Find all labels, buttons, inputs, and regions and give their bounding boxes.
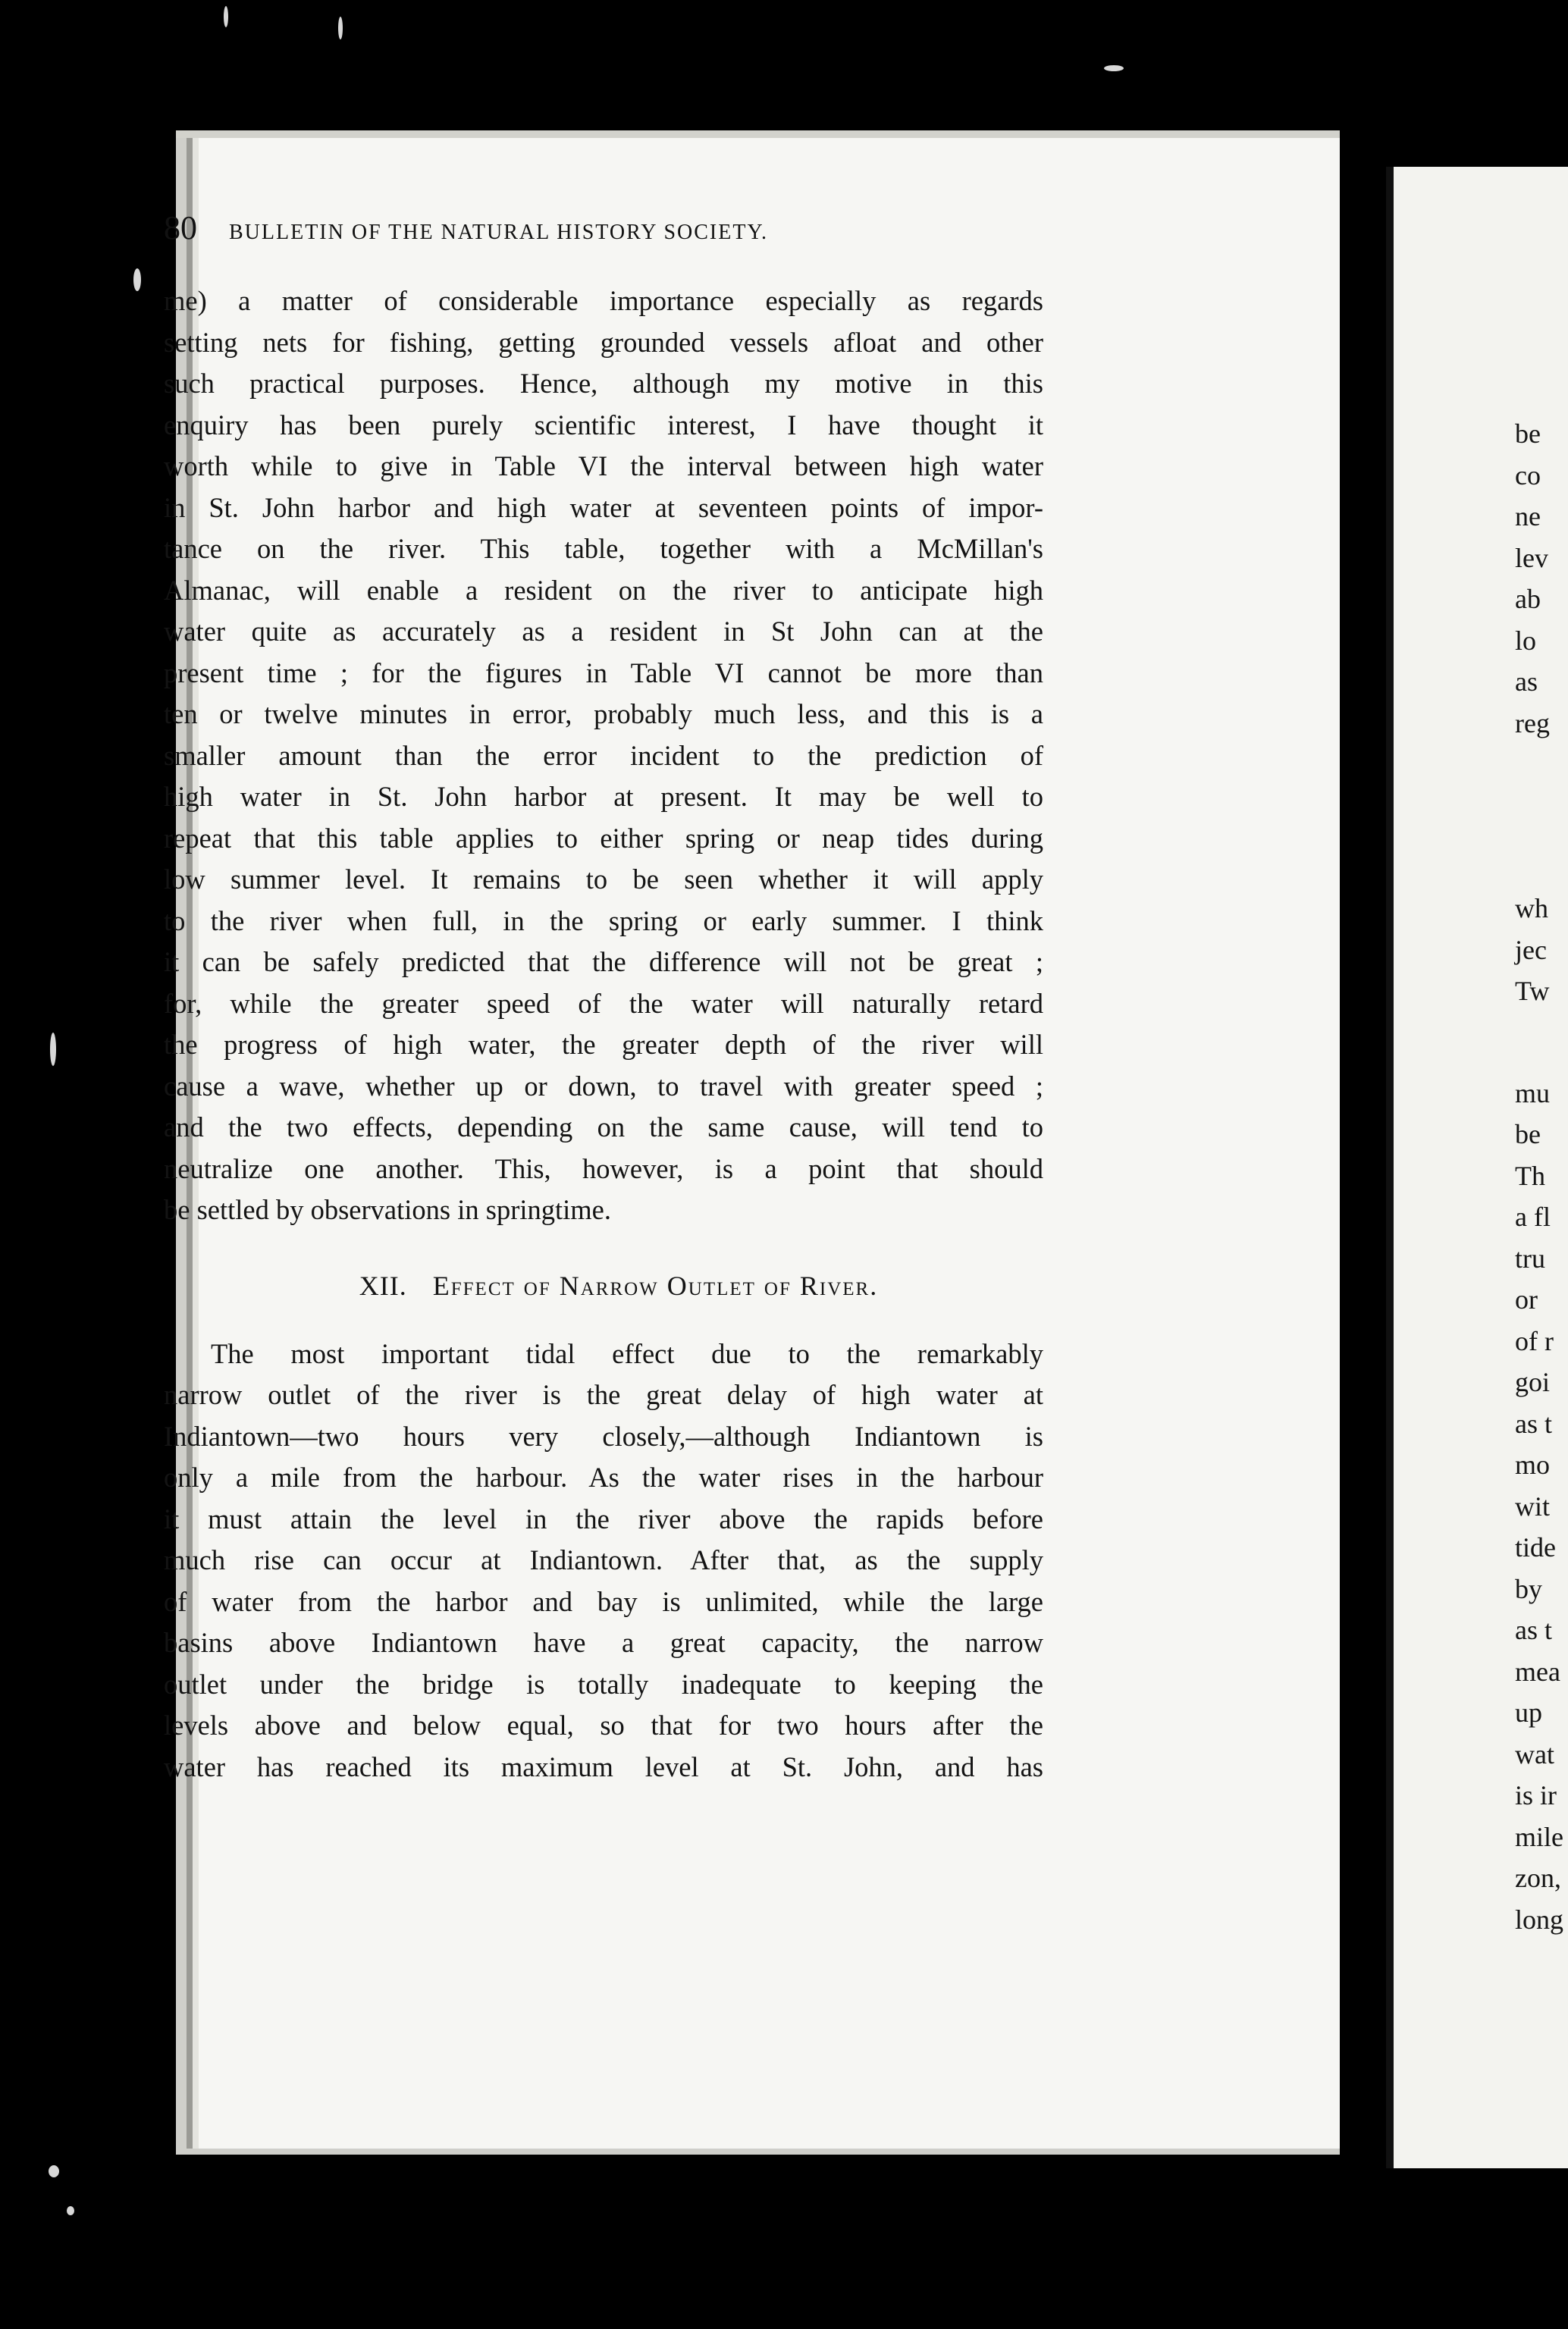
dust-speck — [49, 2165, 59, 2177]
text-line: enquiry has been purely scientific interest, I have thought it — [164, 409, 1043, 440]
text-fragment: mu — [1515, 1077, 1551, 1108]
page-fold — [1386, 167, 1394, 2168]
text-line: only a mile from the harbour. As the water rises in the harbour — [164, 1462, 1043, 1493]
text-line: water quite as accurately as a resident in St John can at the — [164, 616, 1043, 647]
section-number: XII. — [359, 1270, 407, 1301]
text-line: me) a matter of considerable importance especially as regards — [164, 285, 1043, 316]
text-fragment: lo — [1515, 625, 1537, 656]
text-fragment: mile — [1515, 1821, 1563, 1852]
text-line: Indiantown—two hours very closely,—although Indiantown is — [164, 1420, 1043, 1452]
text-fragment: wat — [1515, 1738, 1554, 1769]
dust-speck — [1104, 65, 1124, 71]
text-line: the progress of high water, the greater depth of the river will — [164, 1029, 1043, 1060]
text-line: high water in St. John harbor at present. It may be well to — [164, 781, 1043, 812]
text-line: neutralize one another. This, however, is a point that should — [164, 1152, 1043, 1184]
text-fragment: be — [1515, 418, 1541, 449]
text-fragment: ab — [1515, 584, 1541, 614]
text-fragment: is ir — [1515, 1780, 1557, 1810]
text-fragment: tru — [1515, 1243, 1545, 1274]
page-bottom-border — [176, 2149, 1340, 2155]
text-line: to the river when full, in the spring or early summer. I think — [164, 904, 1043, 936]
text-line: be settled by observations in springtime. — [164, 1194, 611, 1225]
text-fragment: Tw — [1515, 976, 1550, 1006]
text-line: low summer level. It remains to be seen whether it will apply — [164, 864, 1043, 895]
text-line: levels above and below equal, so that for two hours after the — [164, 1710, 1043, 1741]
text-fragment: mo — [1515, 1450, 1551, 1480]
text-line: outlet under the bridge is totally inadequate to keeping the — [164, 1668, 1043, 1700]
fragment-gap — [1515, 744, 1563, 888]
text-fragment: as t — [1515, 1615, 1552, 1645]
text-line: of water from the harbor and bay is unlimited, while the large — [164, 1585, 1043, 1617]
text-fragment: of r — [1515, 1325, 1554, 1356]
text-line: worth while to give in Table VI the interval between high water — [164, 450, 1043, 481]
text-line: in St. John harbor and high water at seventeen points of impor- — [164, 491, 1043, 523]
text-fragment: as — [1515, 666, 1538, 697]
text-line: repeat that this table applies to either spring or neap tides during — [164, 822, 1043, 854]
text-fragment: by — [1515, 1573, 1542, 1604]
text-fragment: be — [1515, 1119, 1541, 1149]
text-line: Almanac, will enable a resident on the river to anticipate high — [164, 574, 1043, 606]
running-head: BULLETIN OF THE NATURAL HISTORY SOCIETY. — [229, 221, 769, 244]
text-line: ten or twelve minutes in error, probably much less, and this is a — [164, 698, 1043, 729]
body-text — [164, 281, 1043, 1788]
text-line: basins above Indiantown have a great capacity, the narrow — [164, 1627, 1043, 1658]
text-fragment: goi — [1515, 1367, 1551, 1397]
paragraph-2 — [164, 1334, 1043, 1788]
text-line: cause a wave, whether up or down, to travel with greater speed ; — [164, 1070, 1043, 1102]
text-fragment: tide — [1515, 1532, 1556, 1563]
text-fragment: zon, — [1515, 1863, 1561, 1893]
page-number: 80 — [164, 209, 197, 246]
text-fragment: wit — [1515, 1490, 1551, 1522]
dust-speck — [67, 2206, 74, 2215]
text-line: for, while the greater speed of the water will naturally retard — [164, 987, 1043, 1019]
text-line: it can be safely predicted that the difference will not be great ; — [164, 946, 1043, 977]
dust-speck — [338, 17, 343, 39]
text-line: such practical purposes. Hence, although my motive in this — [164, 368, 1043, 399]
text-line: present time ; for the figures in Table VI cannot be more than — [164, 657, 1043, 688]
text-line: narrow outlet of the river is the great delay of high water at — [164, 1379, 1043, 1410]
text-fragment: reg — [1515, 707, 1550, 738]
dust-speck — [224, 6, 228, 27]
text-line: and the two effects, depending on the same cause, will tend to — [164, 1111, 1043, 1143]
text-fragment: up — [1515, 1697, 1542, 1728]
text-line: much rise can occur at Indiantown. After that, as the supply — [164, 1544, 1043, 1575]
text-fragment: long — [1515, 1904, 1564, 1935]
text-line: smaller amount than the error incident to the prediction of — [164, 739, 1043, 771]
text-fragment: as t — [1515, 1408, 1552, 1439]
facing-page-text — [1515, 413, 1563, 1940]
text-fragment: jec — [1515, 934, 1547, 965]
text-fragment: lev — [1515, 542, 1548, 573]
section-heading — [164, 1263, 1043, 1309]
dust-speck — [50, 1033, 56, 1066]
page-top-border — [176, 130, 1340, 138]
text-fragment: co — [1515, 459, 1541, 491]
text-fragment: mea — [1515, 1656, 1560, 1687]
text-fragment: wh — [1515, 893, 1548, 923]
text-line: it must attain the level in the river above the rapids before — [164, 1503, 1043, 1534]
facing-page — [1386, 167, 1568, 2168]
text-fragment: a fl — [1515, 1202, 1551, 1232]
paragraph-1 — [164, 281, 1043, 1231]
text-fragment: Th — [1515, 1160, 1545, 1191]
text-line: setting nets for fishing, getting grounded vessels afloat and other — [164, 326, 1043, 358]
text-line: The most important tidal effect due to the remarkably — [211, 1337, 1043, 1369]
text-line: tance on the river. This table, together with a McMillan's — [164, 533, 1043, 564]
page-header — [164, 208, 1058, 254]
dust-speck — [133, 268, 141, 291]
text-line: water has reached its maximum level at St. John, and has — [164, 1751, 1043, 1782]
section-title: Effect of Narrow Outlet of River. — [432, 1270, 879, 1301]
text-fragment: ne — [1515, 501, 1541, 531]
text-fragment: or — [1515, 1284, 1538, 1315]
fragment-gap — [1515, 1012, 1563, 1073]
